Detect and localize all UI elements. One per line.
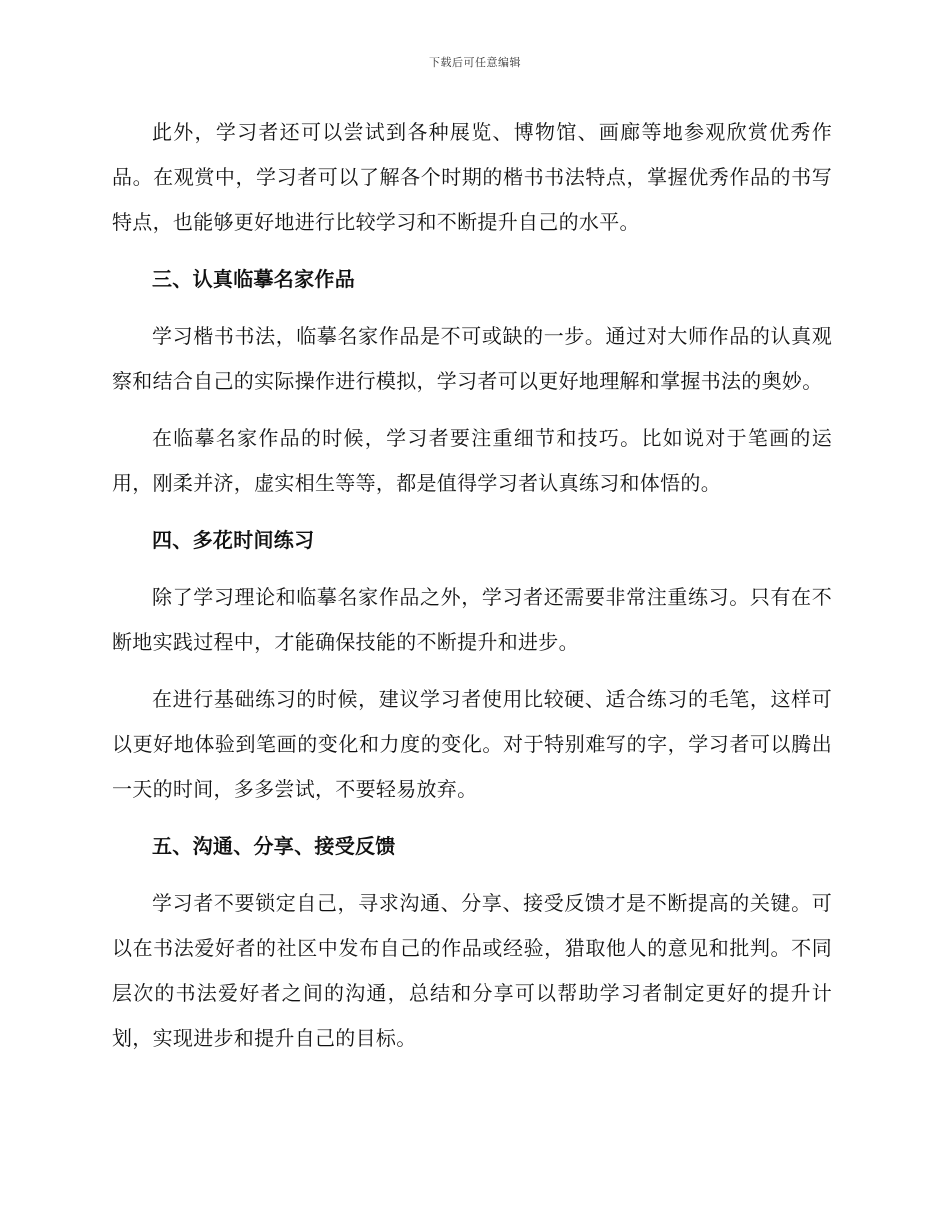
document-body: [112, 110, 832, 1061]
section-heading-practice: 四、多花时间练习: [152, 528, 315, 552]
page-header: 下载后可任意编辑: [429, 56, 521, 69]
section-heading-feedback: 五、沟通、分享、接受反馈: [152, 834, 396, 858]
paragraph-feedback: 学习者不要锁定自己，寻求沟通、分享、接受反馈才是不断提高的关键。可以在书法爱好者的社区中发布自己的作品或经验，猎取他人的意见和批判。不同层次的书法爱好者之间的沟通，总结和分享可以帮助学习者制定更好的提升计划，实现进步和提升自己的目标。: [112, 891, 832, 1050]
paragraph-copy-masters-details: 在临摹名家作品的时候，学习者要注重细节和技巧。比如说对于笔画的运用，刚柔并济，虚实相生等等，都是值得学习者认真练习和体悟的。: [112, 426, 832, 495]
paragraph-practice-brush: 在进行基础练习的时候，建议学习者使用比较硬、适合练习的毛笔，这样可以更好地体验到笔画的变化和力度的变化。对于特别难写的字，学习者可以腾出一天的时间，多多尝试，不要轻易放弃。: [112, 687, 832, 801]
section-heading-copy-masters: 三、认真临摹名家作品: [152, 267, 355, 291]
paragraph-copy-masters-intro: 学习楷书书法，临摹名家作品是不可或缺的一步。通过对大师作品的认真观察和结合自己的实际操作进行模拟，学习者可以更好地理解和掌握书法的奥妙。: [112, 324, 832, 393]
paragraph-exhibitions: 此外，学习者还可以尝试到各种展览、博物馆、画廊等地参观欣赏优秀作品。在观赏中，学习者可以了解各个时期的楷书书法特点，掌握优秀作品的书写特点，也能够更好地进行比较学习和不断提升自己的水平。: [112, 120, 832, 234]
paragraph-practice-intro: 除了学习理论和临摹名家作品之外，学习者还需要非常注重练习。只有在不断地实践过程中，才能确保技能的不断提升和进步。: [112, 585, 832, 654]
